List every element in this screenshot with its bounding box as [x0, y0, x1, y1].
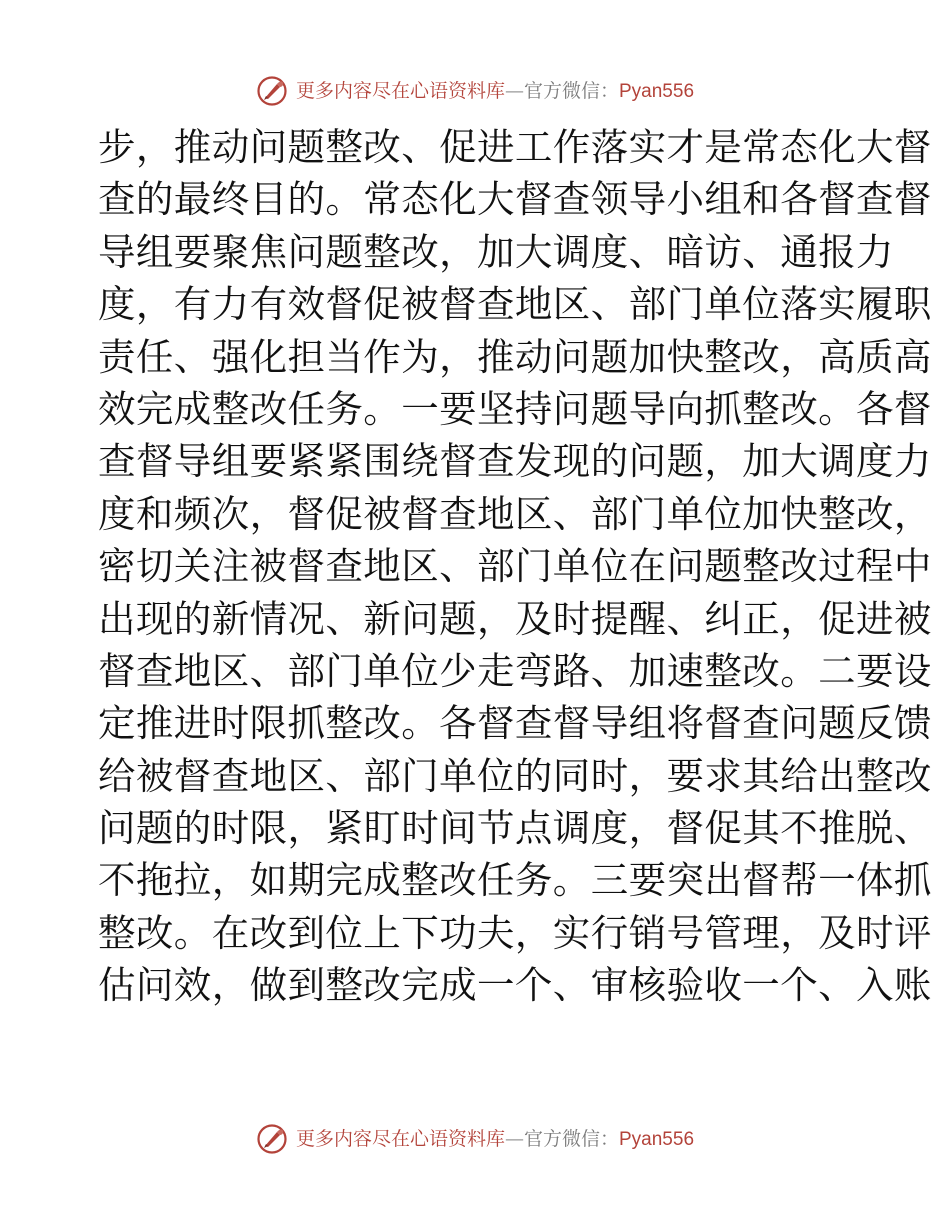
- text-line: 导组要聚焦问题整改，加大调度、暗访、通报力: [98, 229, 894, 274]
- text-line: 度和频次，督促被督查地区、部门单位加快整改，: [98, 491, 932, 536]
- document-body: [98, 121, 932, 1012]
- text-line: 度，有力有效督促被督查地区、部门单位落实履职: [98, 282, 932, 327]
- text-line: 给被督查地区、部门单位的同时，要求其给出整改: [98, 753, 932, 798]
- text-line: 密切关注被督查地区、部门单位在问题整改过程中: [98, 544, 932, 589]
- watermark-wechat-id: Pyan556: [619, 80, 695, 102]
- text-line: 估问效，做到整改完成一个、审核验收一个、入账: [98, 963, 932, 1008]
- text-line: 不拖拉，如期完成整改任务。三要突出督帮一体抓: [98, 858, 932, 903]
- footer-watermark: [0, 1121, 950, 1157]
- text-line: 查的最终目的。常态化大督查领导小组和各督查督: [98, 177, 932, 222]
- watermark-wechat-id: Pyan556: [619, 1128, 695, 1150]
- header-watermark: [0, 73, 950, 109]
- text-line: 效完成整改任务。一要坚持问题导向抓整改。各督: [98, 386, 932, 431]
- text-line: 步，推动问题整改、促进工作落实才是常态化大督: [98, 125, 932, 169]
- quill-pen-logo-icon: [256, 1123, 288, 1155]
- watermark-channel: 官方微信：: [523, 1127, 619, 1150]
- watermark-dash: —: [504, 1127, 524, 1150]
- text-line: 查督导组要紧紧围绕督查发现的问题，加大调度力: [98, 439, 932, 484]
- watermark-text: [295, 1127, 695, 1150]
- text-line: 整改。在改到位上下功夫，实行销号管理，及时评: [98, 910, 932, 955]
- watermark-brand: 更多内容尽在心语资料库: [295, 79, 505, 102]
- text-line: 定推进时限抓整改。各督查督导组将督查问题反馈: [98, 701, 932, 746]
- watermark-channel: 官方微信：: [523, 79, 619, 102]
- text-line: 出现的新情况、新问题，及时提醒、纠正，促进被: [98, 596, 932, 641]
- watermark-text: [295, 79, 695, 102]
- watermark-dash: —: [504, 79, 524, 102]
- quill-pen-logo-icon: [256, 75, 288, 107]
- text-line: 问题的时限，紧盯时间节点调度，督促其不推脱、: [98, 806, 932, 851]
- watermark-brand: 更多内容尽在心语资料库: [295, 1127, 505, 1150]
- text-line: 责任、强化担当作为，推动问题加快整改，高质高: [98, 334, 932, 379]
- text-line: 督查地区、部门单位少走弯路、加速整改。二要设: [98, 648, 932, 693]
